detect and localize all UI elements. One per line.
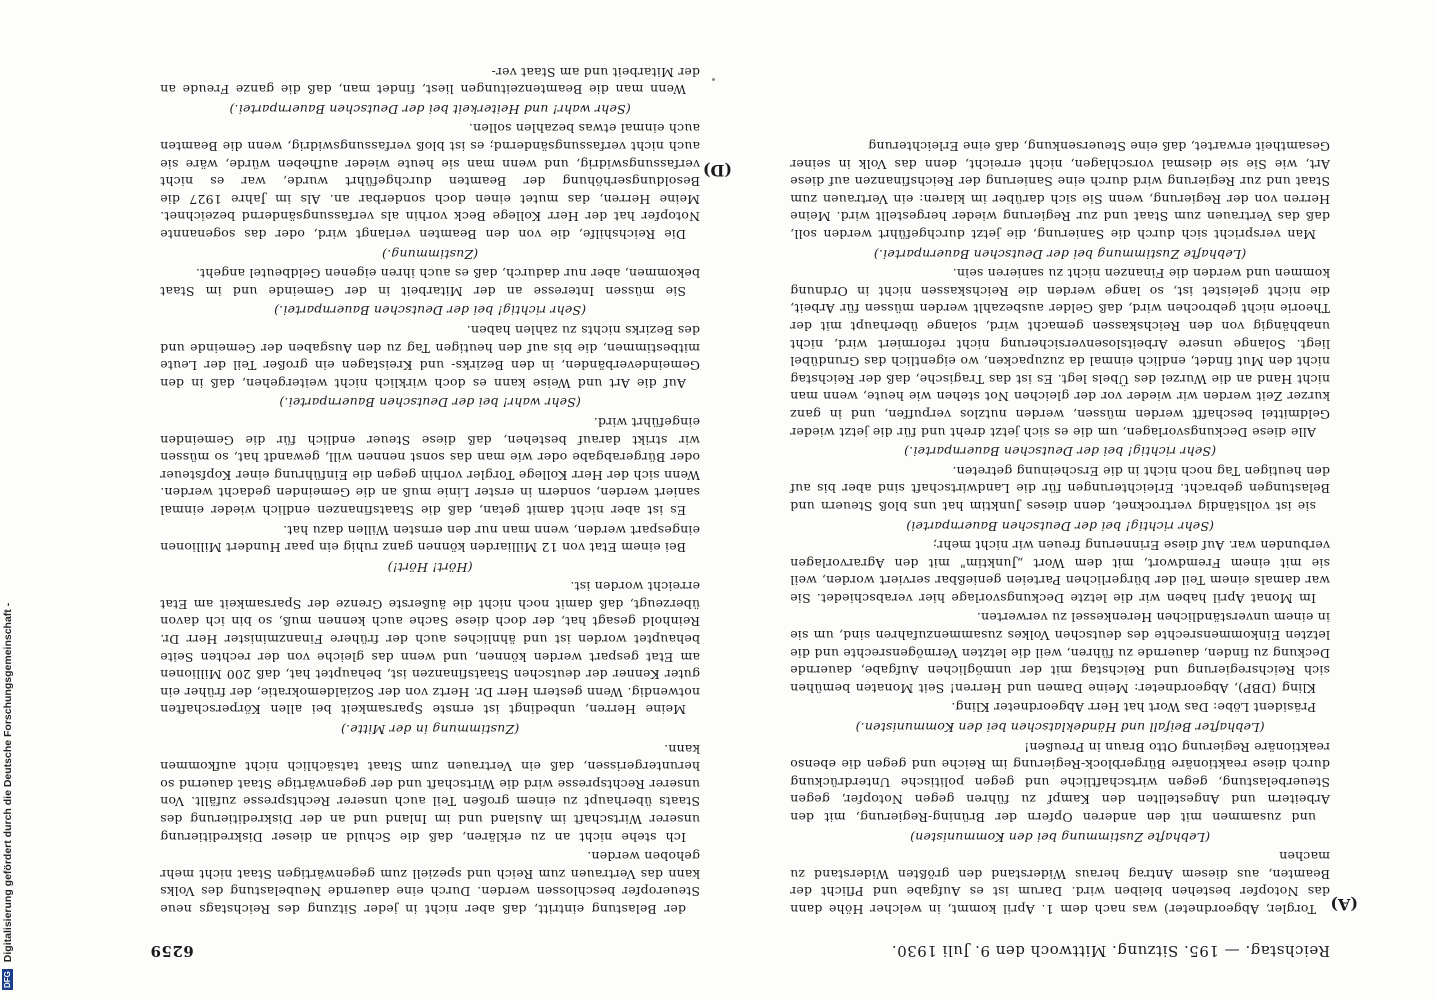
page-header-title: Reichstag. — 195. Sitzung. Mittwoch den 9. Juli 1930. [891, 942, 1330, 960]
body-paragraph: Ich stehe nicht an zu erklären, daß die Schuld an dieser Diskreditierung unserer Wirtschaft im Ausland und im Inland und an der Diskreditierung des Staats überhaupt zu einem großen Teil auch unserer Rechtspresse zufällt. Von unserer Rechtspresse wird die Wirtschaft und der gegenwärtige Staat dauernd so heruntergerissen, daß ein Vertrauen zum Staat tatsächlich nicht aufkommen kann. [160, 741, 700, 845]
body-paragraph: Alle diese Deckungsvorlagen, um die es sich jetzt dreht und für die jetzt wieder Geldmittel beschafft werden müssen, werden nutzlos verpuffen, und in ganz kurzer Zeit werden wir wieder vor der gleichen Not stehen wie heute, wenn man nicht Hand an die Wurzel des Übels legt. Es ist das Tragische, daß der Reichstag nicht den Mut findet, endlich einmal da zuzupacken, wo eigentlich das Grundübel liegt. Solange unsere Arbeitslosenversicherung nicht reformiert wird, nicht unabhängig von den Reichskassen gemacht wird, solange überhaupt mit der Theorie nicht gebrochen wird, daß Gelder ausbezahlt werden müssen für Arbeit, die nicht geleistet ist, so lange werden die Reichskassen nicht in Ordnung kommen und werden die Finanzen nicht zu sanieren sein. [790, 266, 1330, 440]
interjection-note: (Zustimmung.) [381, 246, 479, 262]
dfg-logo-icon: DFG [3, 971, 12, 988]
body-paragraph: Bei einem Etat von 12 Milliarden können ganz ruhig ein paar Hundert Millionen eingespart werden, wenn man nur den ernsten Willen dazu hat. [160, 522, 700, 556]
interjection-note: (Sehr richtig! bei der Deutschen Bauernpartei) [905, 518, 1215, 534]
body-paragraph: Man verspricht sich durch die Sanierung, die jetzt durchgeführt werden soll, daß das Vertrauen zum Staat und zur Regierung wieder hergestellt wird. Meine Herren von der Regierung, wenn Sie sich darüber im klaren: ein Vertrauen zum Staat und zur Regierung wird durch eine Sanierung der Reichsfinanzen auf diese Art, wie Sie sie diesmal vorschlagen, nicht erreicht, denn das Volk in seiner Gesamtheit erwartet, daß eine Steuersenkung, daß eine Erleichterung [790, 139, 1330, 243]
margin-mark-a: (A) [1330, 895, 1358, 914]
interjection-note: (Sehr richtig! bei der Deutschen Bauernpartei.) [903, 444, 1217, 460]
interjection-note: (Sehr wahr! bei der Deutschen Bauernpartei.) [279, 395, 581, 411]
interjection-note: (Lebhafter Beifall und Händeklatschen bei den Kommunisten.) [855, 720, 1265, 736]
margin-mark-d: (D) [702, 161, 732, 180]
speaker-paragraph: Torgler, Abgeordneter) was nach dem 1. April kommt, in welcher Höhe dann das Notopfer bestehen bleiben wird. Darum ist es Aufgabe und Pflicht der Beamten, aus diesem Antrag heraus Widerstand den größten Widerstand zu machen [790, 849, 1330, 917]
body-paragraph: und zusammen mit den anderen Opfern der Brüning-Regierung, mit den Arbeitern und Angestellten den Kampf zu führen gegen Notopfer, gegen Steuerbelastung, gegen wirtschaftliche und gegen politische Unterdrückung durch diese reaktionäre Bürgerblock-Regierung im Reiche und gegen die ebenso reaktionäre Regierung Otto Braun in Preußen! [790, 739, 1330, 826]
rotated-page [110, 0, 1360, 1000]
interjection-note: (Sehr richtig! bei der Deutschen Bauernpartei.) [273, 303, 587, 319]
speaker-paragraph: Kling (DBP), Abgeordneter: Meine Damen und Herren! Seit Monaten bemühen sich Reichsregierung und Reichstag mit der unmöglichen Aufgabe, dauernde Deckung zu finden, dauernde zu führen, weil die letzten Vermögensrechte und die letzten Einkommensrechte des deutschen Volkes zusammenzufahren sind, um sie in einem unverständlichen Herenkessel zu verwerten. [790, 610, 1330, 696]
interjection-note: (Hört! Hört!) [387, 559, 473, 575]
digitization-credit-text: Digitalisierung gefördert durch die Deutsche Forschungsgemeinschaft - [2, 602, 14, 963]
body-paragraph: Die Reichshilfe, die von den Beamten verlangt wird, oder das sogenannte Notopfer hat der Herr Kollege Beck vorhin als verfassungsändernd bezeichnet. Meine Herren, das mutet einen doch sonderbar an. Als im Jahre 1927 die Besoldungserhöhung der Beamten durchgeführt wurde, war es nicht verfassungswidrig, und wenn man sie heute wieder aufheben würde, wäre sie auch nicht verfassungsändernd; es ist bloß verfassungswidrig, wenn die Beamten auch einmal etwas bezahlen sollen. [160, 121, 700, 243]
body-paragraph: der Belastung eintritt, daß aber nicht in jeder Sitzung des Reichstags neue Steueropfer beschlossen werden. Durch eine dauernde Neubelastung des Volks kann das Vertrauen zum Reich und speziell zum gegenwärtigen Staat nicht mehr gehoben werden. [160, 849, 700, 917]
right-column [160, 61, 700, 918]
body-paragraph: Meine Herren, unbedingt ist ernste Sparsamkeit bei allen Körperschaften notwendig. Wenn gestern Herr Dr. Hertz von der Sozialdemokratie, der früher ein guter Kenner der deutschen Staatsfinanzen ist, behauptet hat, daß 200 Millionen am Etat gespart werden können, und wenn das gleiche von der rechten Seite behauptet worden ist und ähnliches auch der frühere Finanzminister Herr Dr. Reinhold gesagt hat, der doch diese Sache auch kennen muß, so bin ich davon überzeugt, daß damit noch nicht die äußerste Grenze der Sparsamkeit am Etat erreicht worden ist. [160, 579, 700, 718]
interjection-note: (Lebhafte Zustimmung bei der Deutschen Bauernpartei.) [873, 246, 1247, 262]
body-paragraph: sie ist vollständig vertrocknet, denn dieses Junktim hat uns bloß Steuern und Belastungen gebracht. Erleichterungen für die Landwirtschaft sind aber bis auf den heutigen Tag noch nicht in die Erscheinung getreten. [790, 463, 1330, 514]
interjection-note: (Zustimmung in der Mitte.) [340, 722, 520, 738]
left-column [790, 135, 1330, 918]
interjection-note: (Sehr wahr! und Heiterkeit bei der Deutschen Bauernpartei.) [229, 101, 631, 117]
page-header [150, 936, 1330, 960]
body-paragraph: Wenn man die Beamtenzeitungen liest, findet man, daß die ganze Freude an der Mitarbeit und am Staat ver- [160, 64, 700, 98]
body-paragraph: Im Monat April haben wir die letzte Deckungsvorlage hier verabschiedet. Sie war damals einem Teil der bürgerlichen Parteien genießbar serviert worden, weil sie mit einem Fremdwort, mit dem Wort „Junktim" mit den Agrarvorlagen verbunden war. Auf diese Erinnerung freuen wir nicht mehr; [790, 538, 1330, 606]
interjection-note: (Lebhafte Zustimmung bei den Kommunisten) [909, 829, 1211, 845]
speaker-paragraph: Präsident Löbe: Das Wort hat Herr Abgeordneter Kling. [951, 700, 1316, 716]
body-paragraph: Es ist aber nicht damit getan, daß die Staatsfinanzen endlich wieder einmal saniert werden, sondern in erster Linie muß an die Gemeinden gedacht werden. Wenn sich der Herr Kollege Torgler vorhin gegen die Einführung einer Kopfsteuer oder Bürgerabgabe oder wie man das sonst nennen will, gewandt hat, so müssen wir strikt darauf bestehen, daß diese Steuer endlich für die Gemeinden eingeführt wird. [160, 414, 700, 518]
body-paragraph: Auf die Art und Weise kann es doch wirklich nicht weitergehen, daß in den Gemeindeverbänden, in den Bezirks- und Kreistagen ein großer Teil der Leute mitbestimmen, die bis auf den heutigen Tag zu den Ausgaben der Gemeinde und des Bezirks nichts zu zahlen haben. [160, 323, 700, 391]
digitization-credit [2, 20, 16, 990]
scan-speck [712, 78, 715, 81]
body-paragraph: Sie müssen Interesse an der Mitarbeit in der Gemeinde und im Staat bekommen, aber nur dadurch, daß es auch ihren eigenen Geldbeutel angeht. [160, 266, 700, 299]
page-number: 6259 [150, 942, 194, 960]
